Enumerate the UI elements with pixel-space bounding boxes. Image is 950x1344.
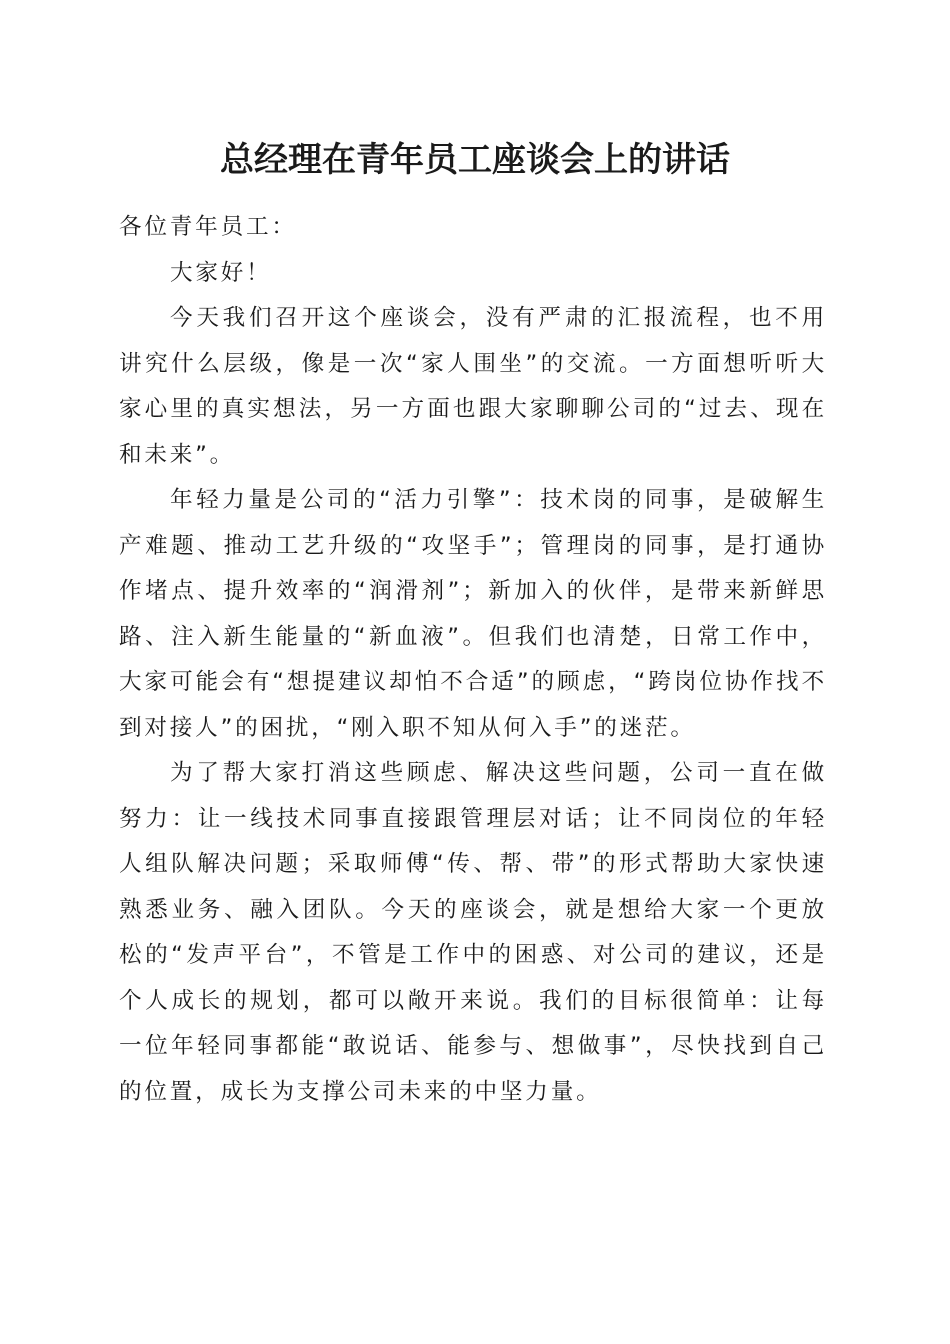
document-title: 总经理在青年员工座谈会上的讲话 [220, 140, 730, 180]
greeting: 大家好！ [170, 259, 272, 286]
document-body [119, 205, 827, 1115]
salutation: 各位青年员工： [119, 214, 297, 240]
paragraph-1: 今天我们召开这个座谈会，没有严肃的汇报流程，也不用讲究什么层级，像是一次“家人围坐”的交流。一方面想听听大家心里的真实想法，另一方面也跟大家聊聊公司的“过去、现在和未来”。 [119, 305, 827, 468]
paragraph-2: 年轻力量是公司的“活力引擎”：技术岗的同事，是破解生产难题、推动工艺升级的“攻坚手”；管理岗的同事，是打通协作堵点、提升效率的“润滑剂”；新加入的伙伴，是带来新鲜思路、注入新生能量的“新血液”。但我们也清楚，日常工作中，大家可能会有“想提建议却怕不合适”的顾虑，“跨岗位协作找不到对接人”的困扰，“刚入职不知从何入手”的迷茫。 [119, 487, 827, 741]
paragraph-3: 为了帮大家打消这些顾虑、解决这些问题，公司一直在做努力：让一线技术同事直接跟管理层对话；让不同岗位的年轻人组队解决问题；采取师傅“传、帮、带”的形式帮助大家快速熟悉业务、融入团队。今天的座谈会，就是想给大家一个更放松的“发声平台”，不管是工作中的困惑、对公司的建议，还是个人成长的规划，都可以敞开来说。我们的目标很简单：让每一位年轻同事都能“敢说话、能参与、想做事”，尽快找到自己的位置，成长为支撑公司未来的中坚力量。 [119, 760, 827, 1105]
